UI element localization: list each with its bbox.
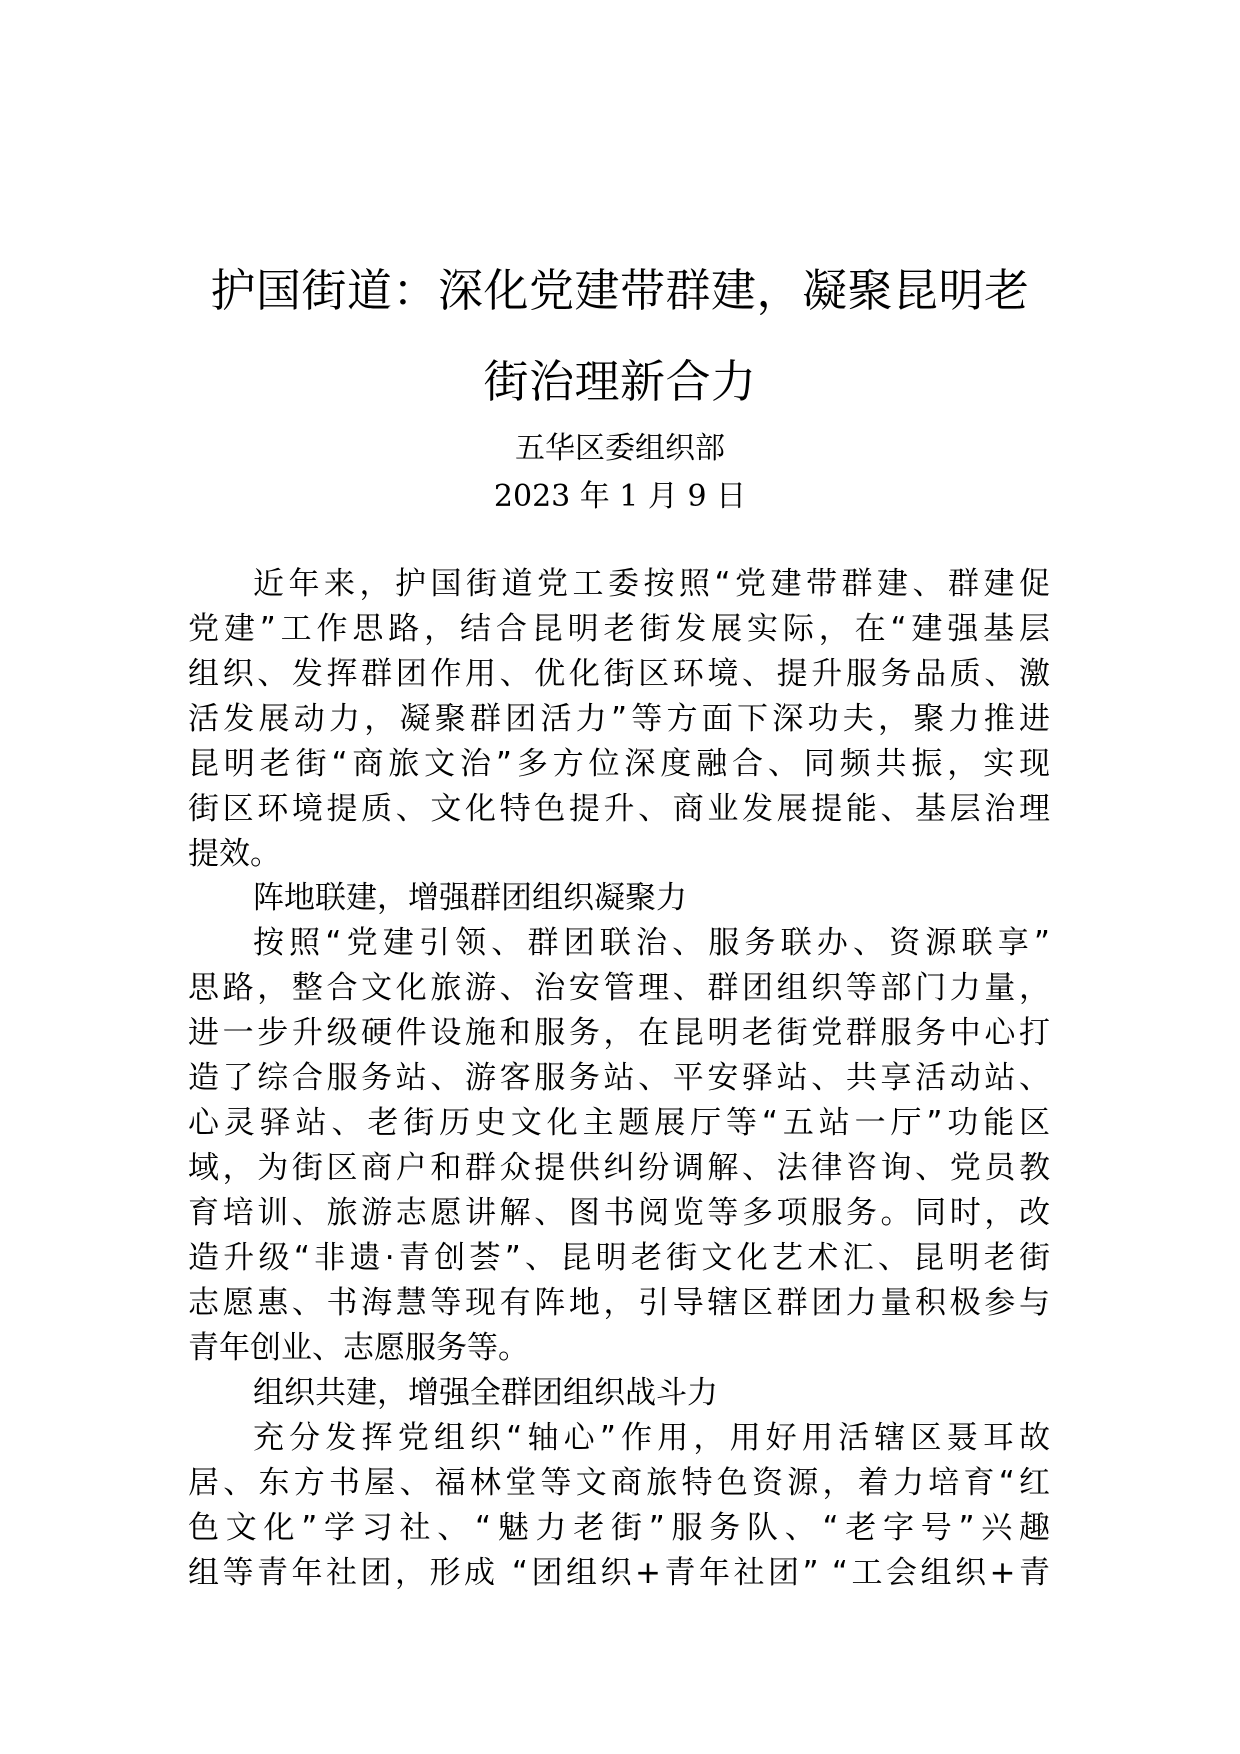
intro-paragraph-line: 昆明老街“商旅文治”多方位深度融合、同频共振，实现 (188, 746, 1050, 782)
section2-paragraph-line: 充分发挥党组织“轴心”作用，用好用活辖区聂耳故 (253, 1420, 1050, 1456)
section1-paragraph-line: 心灵驿站、老街历史文化主题展厅等“五站一厅”功能区 (188, 1105, 1050, 1141)
intro-paragraph-line: 街区环境提质、文化特色提升、商业发展提能、基层治理 (188, 791, 1050, 827)
page-title-line-2: 街治理新合力 (483, 355, 757, 408)
section2-paragraph-line: 色文化”学习社、“魅力老街”服务队、“老字号”兴趣 (188, 1510, 1050, 1546)
section1-paragraph-line: 按照“党建引领、群团联治、服务联办、资源联享” (253, 925, 1050, 961)
section1-paragraph-line: 域，为街区商户和群众提供纠纷调解、法律咨询、党员教 (188, 1150, 1050, 1186)
section-heading-1: 阵地联建，增强群团组织凝聚力 (253, 880, 687, 916)
section1-paragraph-line: 进一步升级硬件设施和服务，在昆明老街党群服务中心打 (188, 1015, 1050, 1051)
intro-paragraph-line: 近年来，护国街道党工委按照“党建带群建、群建促 (253, 566, 1050, 602)
section1-paragraph-line: 青年创业、志愿服务等。 (188, 1330, 529, 1366)
date-line: 2023 年 1 月 9 日 (493, 479, 747, 514)
section1-paragraph-line: 思路，整合文化旅游、治安管理、群团组织等部门力量， (188, 970, 1050, 1006)
section1-paragraph-line: 造了综合服务站、游客服务站、平安驿站、共享活动站、 (188, 1060, 1050, 1096)
intro-paragraph-line: 提效。 (188, 836, 281, 872)
section2-paragraph-line: 居、东方书屋、福林堂等文商旅特色资源，着力培育“红 (188, 1465, 1050, 1501)
intro-paragraph-line: 党建”工作思路，结合昆明老街发展实际，在“建强基层 (188, 611, 1050, 647)
section-heading-2: 组织共建，增强全群团组织战斗力 (253, 1375, 718, 1411)
intro-paragraph-line: 活发展动力，凝聚群团活力”等方面下深功夫，聚力推进 (188, 701, 1050, 737)
intro-paragraph-line: 组织、发挥群团作用、优化街区环境、提升服务品质、激 (188, 656, 1050, 692)
author-line: 五华区委组织部 (515, 431, 725, 466)
section1-paragraph-line: 造升级“非遗·青创荟”、昆明老街文化艺术汇、昆明老街 (188, 1240, 1050, 1276)
section1-paragraph-line: 志愿惠、书海慧等现有阵地，引导辖区群团力量积极参与 (188, 1285, 1050, 1321)
page-title-line-1: 护国街道：深化党建带群建，凝聚昆明老 (210, 264, 1030, 317)
section2-paragraph-line: 组等青年社团，形成 “团组织+青年社团” “工会组织+青 (188, 1555, 1050, 1591)
section1-paragraph-line: 育培训、旅游志愿讲解、图书阅览等多项服务。同时，改 (188, 1195, 1050, 1231)
